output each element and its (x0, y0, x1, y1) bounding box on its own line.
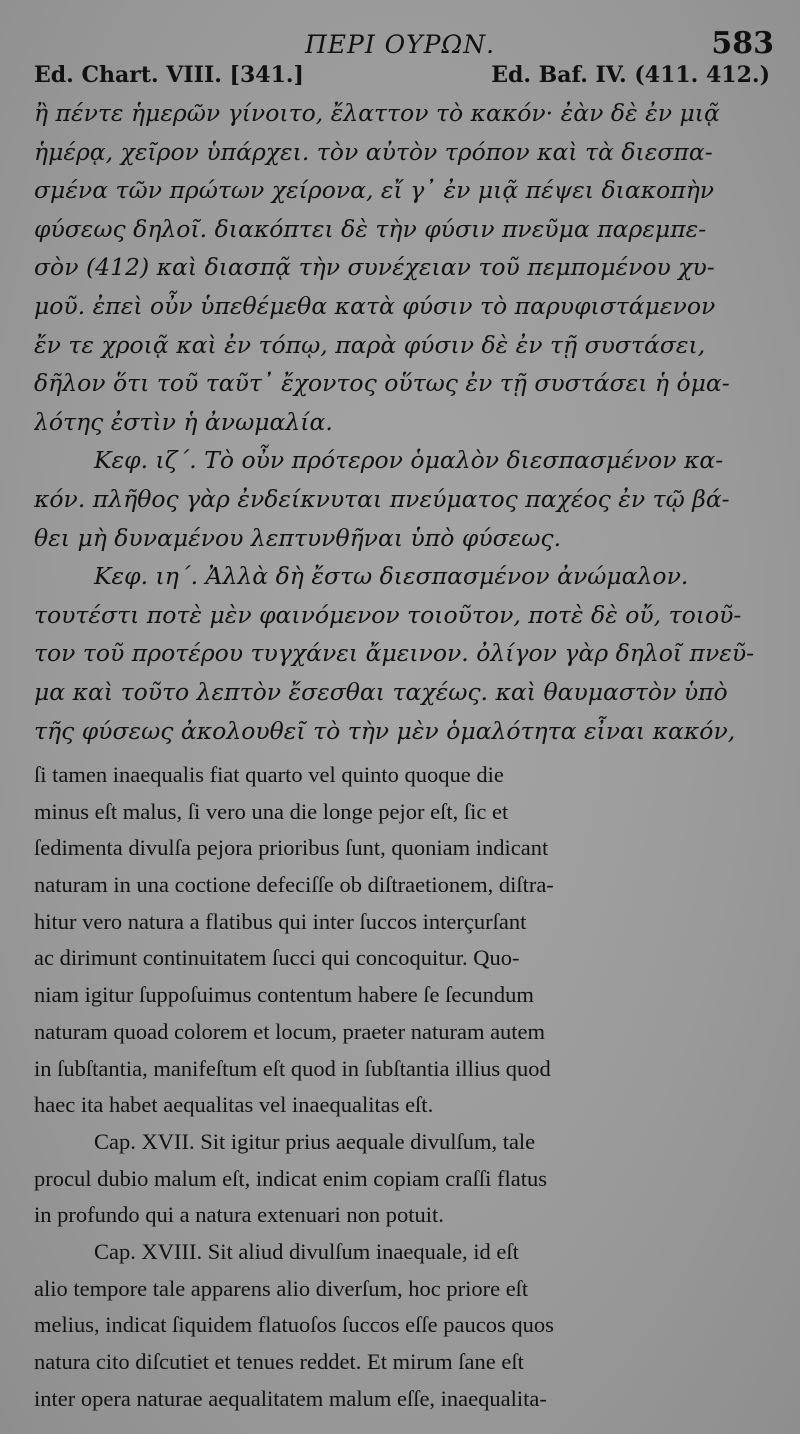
greek-line: θει μὴ δυναμένου λεπτυνθῆναι ὑπὸ φύσεως. (34, 523, 562, 552)
greek-line: ἡμέρᾳ, χεῖρον ὑπάρχει. τὸν αὐτὸν τρόπον καὶ τὰ διεσπα- (34, 137, 713, 166)
latin-chapter-17-heading-line: Cap. XVII. Sit igitur prius aequale divulſum, tale (94, 1128, 536, 1154)
latin-line: in ſubſtantia, manifeſtum eſt quod in ſubſtantia illius quod (34, 1055, 551, 1081)
latin-line: naturam quoad colorem et locum, praeter naturam autem (34, 1018, 546, 1044)
latin-line: niam igitur ſuppoſuimus contentum habere ſe ſecundum (34, 982, 534, 1008)
latin-line: in profundo qui a natura extenuari non potuit. (34, 1202, 444, 1228)
greek-line: ἢ πέντε ἡμερῶν γίνοιτο, ἔλαττον τὸ κακόν· ἐὰν δὲ ἐν μιᾷ (34, 99, 720, 127)
running-title: ΠΕΡΙ ΟΥΡΩΝ. (304, 30, 496, 59)
latin-line: ſedimenta divulſa pejora prioribus ſunt, quoniam indicant (34, 835, 549, 861)
greek-line: ἔν τε χροιᾷ καὶ ἐν τόπῳ, παρὰ φύσιν δὲ ἐν τῇ συστάσει, (34, 330, 706, 359)
greek-line: σὸν (412) καὶ διασπᾷ τὴν συνέχειαν τοῦ πεμπομένου χυ- (34, 253, 715, 282)
basel-edition-ref: Ed. Baf. IV. (411. 412.) (491, 62, 770, 88)
page-number: 583 (711, 26, 774, 61)
latin-line: minus eſt malus, ſi vero una die longe pejor eſt, ſic et (34, 798, 509, 824)
greek-chapter-17-heading-line: Κεφ. ιζ΄. Τὸ οὖν πρότερον ὁμαλὸν διεσπασμένον κα- (94, 446, 724, 475)
latin-line: ſi tamen inaequalis fiat quarto vel quinto quoque die (34, 762, 504, 787)
latin-chapter-18-heading-line: Cap. XVIII. Sit aliud divulſum inaequale, id eſt (94, 1238, 519, 1264)
edition-references (34, 62, 770, 94)
latin-line: haec ita habet aequalitas vel inaequalitas eſt. (34, 1092, 434, 1118)
greek-line: μα καὶ τοῦτο λεπτὸν ἔσεσθαι ταχέως. καὶ θαυμαστὸν ὑπὸ (34, 677, 728, 706)
greek-line: σμένα τῶν πρώτων χείρονα, εἴ γ᾽ ἐν μιᾷ πέψει διακοπὴν (34, 176, 715, 205)
greek-line: λότης ἐστὶν ἡ ἀνωμαλία. (34, 407, 333, 436)
latin-text-block (34, 757, 774, 1417)
latin-line: ac dirimunt continuitatem ſucci qui concoquitur. Quo- (34, 945, 520, 971)
greek-line: φύσεως δηλοῖ. διακόπτει δὲ τὴν φύσιν πνεῦμα παρεμπε- (34, 214, 707, 243)
latin-line: hitur vero natura a flatibus qui inter ſuccos interçurſant (34, 908, 527, 934)
latin-line: procul dubio malum eſt, indicat enim copiam craſſi flatus (34, 1165, 547, 1191)
greek-line: τῆς φύσεως ἀκολουθεῖ τὸ τὴν μὲν ὁμαλότητα εἶναι κακόν, (34, 716, 736, 745)
greek-chapter-18-heading-line: Κεφ. ιη΄. Ἀλλὰ δὴ ἔστω διεσπασμένον ἀνώμαλον. (94, 562, 689, 591)
greek-line: δῆλον ὅτι τοῦ ταῦτ᾽ ἔχοντος οὕτως ἐν τῇ συστάσει ἡ ὁμα- (34, 369, 730, 398)
greek-line: κόν. πλῆθος γὰρ ἐνδείκνυται πνεύματος παχέος ἐν τῷ βά- (34, 484, 730, 513)
greek-line: τον τοῦ προτέρου τυγχάνει ἄμεινον. ὀλίγον γὰρ δηλοῖ πνεῦ- (34, 639, 755, 668)
latin-line: melius, indicat ſiquidem flatuoſos ſuccos eſſe paucos quos (34, 1312, 554, 1338)
chartier-edition-ref: Ed. Chart. VIII. [341.] (34, 62, 304, 88)
latin-line: natura cito diſcutiet et tenues reddet. Et mirum ſane eſt (34, 1349, 524, 1374)
latin-line: naturam in una coctione defeciſſe ob diſtraetionem, diſtra- (34, 872, 554, 898)
latin-line: inter opera naturae aequalitatem malum eſſe, inaequalita- (34, 1385, 547, 1411)
latin-line: alio tempore tale apparens alio diverſum, hoc priore eſt (34, 1275, 529, 1301)
greek-line: μοῦ. ἐπεὶ οὖν ὑπεθέμεθα κατὰ φύσιν τὸ παρυφιστάμενον (34, 291, 716, 320)
running-header (0, 26, 800, 62)
greek-text-block (34, 94, 772, 750)
greek-line: τουτέστι ποτὲ μὲν φαινόμενον τοιοῦτον, ποτὲ δὲ οὔ, τοιοῦ- (34, 600, 742, 629)
